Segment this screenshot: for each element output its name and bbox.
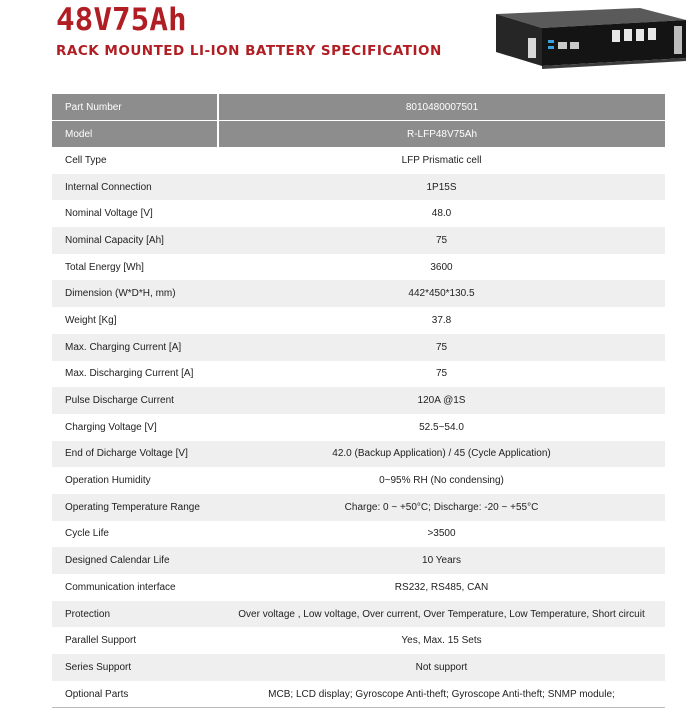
spec-label: Nominal Capacity [Ah] — [52, 227, 218, 254]
spec-value: 1P15S — [218, 174, 665, 201]
spec-label: End of Dicharge Voltage [V] — [52, 441, 218, 468]
spec-value: 8010480007501 — [218, 94, 665, 121]
spec-label: Max. Discharging Current [A] — [52, 361, 218, 388]
spec-row-pulse-discharge-current — [52, 387, 665, 414]
spec-value: 37.8 — [218, 307, 665, 334]
spec-value: 75 — [218, 334, 665, 361]
spec-label: Cell Type — [52, 147, 218, 174]
spec-label: Series Support — [52, 654, 218, 681]
spec-value: 75 — [218, 361, 665, 388]
spec-value: >3500 — [218, 521, 665, 548]
spec-row-operation-humidity — [52, 467, 665, 494]
spec-label: Optional Parts — [52, 681, 218, 708]
spec-label: Protection — [52, 601, 218, 628]
spec-row-max-charging-current — [52, 334, 665, 361]
spec-label: Cycle Life — [52, 521, 218, 548]
spec-label: Internal Connection — [52, 174, 218, 201]
spec-label: Pulse Discharge Current — [52, 387, 218, 414]
spec-value: 0~95% RH (No condensing) — [218, 467, 665, 494]
spec-row-internal-connection — [52, 174, 665, 201]
spec-row-cycle-life — [52, 521, 665, 548]
spec-label: Dimension (W*D*H, mm) — [52, 280, 218, 307]
spec-value: Charge: 0 ~ +50°C; Discharge: -20 ~ +55°C — [218, 494, 665, 521]
spec-label: Operation Humidity — [52, 467, 218, 494]
spec-value: 75 — [218, 227, 665, 254]
page-subtitle: RACK MOUNTED LI-ION BATTERY SPECIFICATION — [56, 43, 442, 59]
spec-row-nominal-voltage — [52, 200, 665, 227]
spec-row-parallel-support — [52, 627, 665, 654]
spec-value: 3600 — [218, 254, 665, 281]
specification-table — [52, 94, 665, 708]
spec-row-max-discharging-current — [52, 361, 665, 388]
spec-label: Part Number — [52, 94, 218, 121]
spec-row-series-support — [52, 654, 665, 681]
spec-row-part-number — [52, 94, 665, 121]
spec-row-model — [52, 121, 665, 148]
spec-row-protection — [52, 601, 665, 628]
spec-row-cell-type — [52, 147, 665, 174]
spec-value: 120A @1S — [218, 387, 665, 414]
spec-label: Total Energy [Wh] — [52, 254, 218, 281]
battery-rack-image — [490, 4, 688, 88]
spec-value: Yes, Max. 15 Sets — [218, 627, 665, 654]
spec-label: Model — [52, 121, 218, 148]
spec-label: Charging Voltage [V] — [52, 414, 218, 441]
spec-row-optional-parts — [52, 681, 665, 708]
spec-label: Parallel Support — [52, 627, 218, 654]
spec-value: LFP Prismatic cell — [218, 147, 665, 174]
spec-value: 48.0 — [218, 200, 665, 227]
spec-label: Max. Charging Current [A] — [52, 334, 218, 361]
spec-value: 52.5~54.0 — [218, 414, 665, 441]
spec-value: Over voltage , Low voltage, Over current, Over Temperature, Low Temperature, Short circuit — [218, 601, 665, 628]
spec-row-end-of-discharge-voltage — [52, 441, 665, 468]
spec-row-charging-voltage — [52, 414, 665, 441]
spec-value: RS232, RS485, CAN — [218, 574, 665, 601]
spec-value: 442*450*130.5 — [218, 280, 665, 307]
spec-label: Communication interface — [52, 574, 218, 601]
spec-row-communication-interface — [52, 574, 665, 601]
spec-label: Nominal Voltage [V] — [52, 200, 218, 227]
spec-value: 42.0 (Backup Application) / 45 (Cycle Application) — [218, 441, 665, 468]
spec-value: MCB; LCD display; Gyroscope Anti-theft; Gyroscope Anti-theft; SNMP module; — [218, 681, 665, 708]
spec-row-total-energy — [52, 254, 665, 281]
spec-value: Not support — [218, 654, 665, 681]
spec-label: Operating Temperature Range — [52, 494, 218, 521]
spec-label: Weight [Kg] — [52, 307, 218, 334]
spec-row-dimension — [52, 280, 665, 307]
spec-row-nominal-capacity — [52, 227, 665, 254]
spec-value: 10 Years — [218, 547, 665, 574]
page-title: 48V75Ah — [56, 2, 187, 38]
spec-row-weight — [52, 307, 665, 334]
spec-row-calendar-life — [52, 547, 665, 574]
spec-value: R-LFP48V75Ah — [218, 121, 665, 148]
spec-row-operating-temperature — [52, 494, 665, 521]
spec-label: Designed Calendar Life — [52, 547, 218, 574]
